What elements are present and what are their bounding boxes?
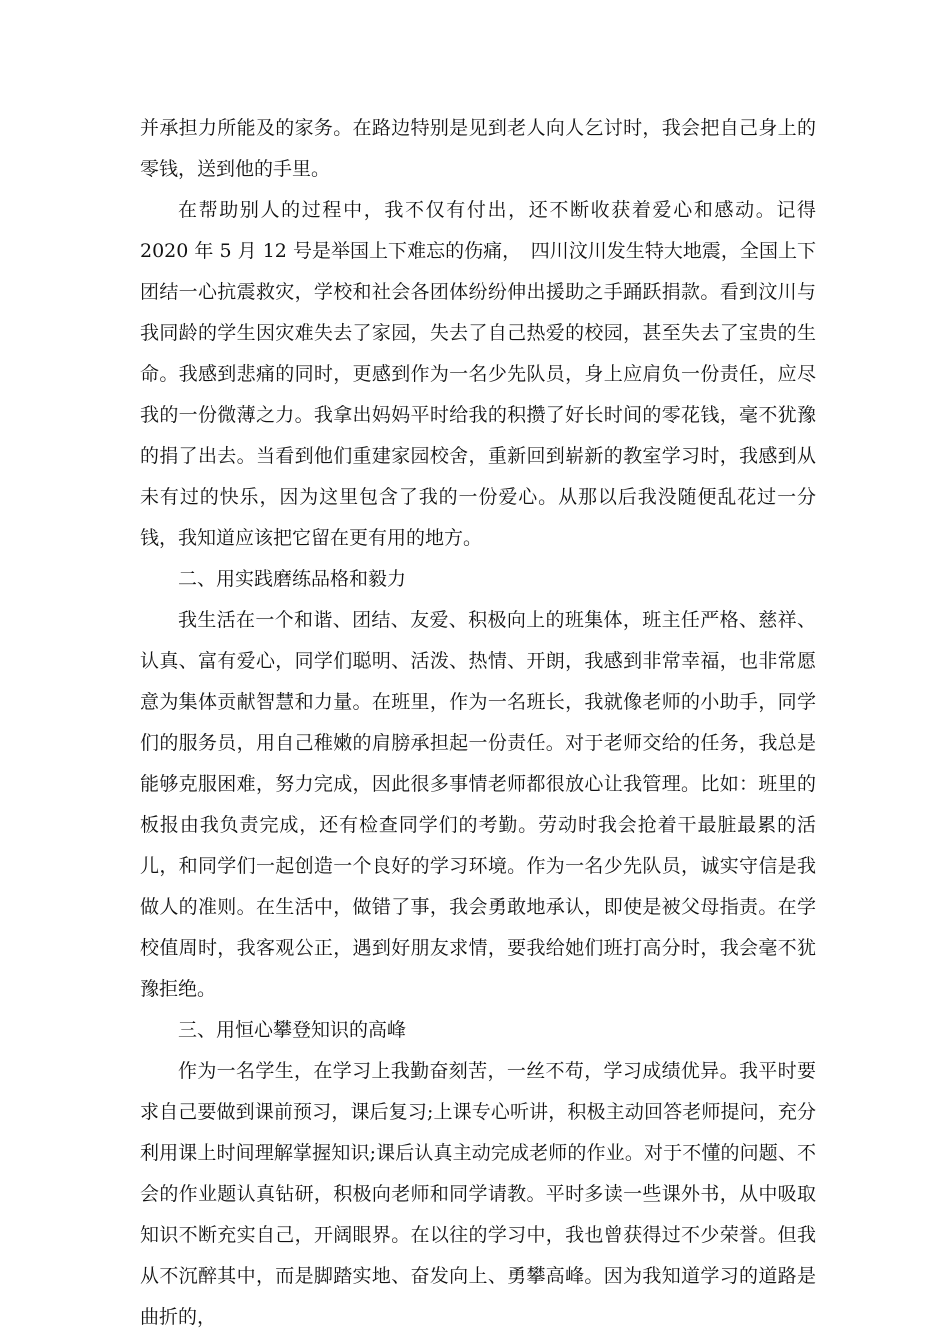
section-heading-knowledge: 三、用恒心攀登知识的高峰 [178,1019,407,1041]
paragraph-continuation: 并承担力所能及的家务。在路边特别是见到老人向人乞讨时，我会把自己身上的零钱，送到他的手里。 [140,117,816,180]
section-heading-practice: 二、用实践磨练品格和毅力 [178,568,407,590]
paragraph-study: 作为一名学生，在学习上我勤奋刻苦，一丝不苟，学习成绩优异。我平时要求自己要做到课前预习，课后复习;上课专心听讲，积极主动回答老师提问，充分利用课上时间理解掌握知识;课后认真主动完成老师的作业。对于不懂的问题、不会的作业题认真钻研，积极向老师和同学请教。平时多读一些课外书，从中吸取知识不断充实自己，开阔眼界。在以往的学习中，我也曾获得过不少荣誉。但我从不沉醉其中，而是脚踏实地、奋发向上、勇攀高峰。因为我知道学习的道路是曲折的， [140,1060,816,1328]
paragraph-helping-others: 在帮助别人的过程中，我不仅有付出，还不断收获着爱心和感动。记得 2020 年 5 月 12 号是举国上下难忘的伤痛， 四川汶川发生特大地震，全国上下团结一心抗震救灾，学校和社会各团体纷纷伸出援助之手踊跃捐款。看到汶川与我同龄的学生因灾难失去了家园，失去了自己热爱的校园，甚至失去了宝贵的生命。我感到悲痛的同时，更感到作为一名少先队员，身上应肩负一份责任，应尽我的一份微薄之力。我拿出妈妈平时给我的积攒了好长时间的零花钱，毫不犹豫的捐了出去。当看到他们重建家园校舍，重新回到崭新的教室学习时，我感到从未有过的快乐，因为这里包含了我的一份爱心。从那以后我没随便乱花过一分钱，我知道应该把它留在更有用的地方。 [140,199,816,549]
document-body [140,108,816,1338]
paragraph-class-collective: 我生活在一个和谐、团结、友爱、积极向上的班集体，班主任严格、慈祥、认真、富有爱心，同学们聪明、活泼、热情、开朗，我感到非常幸福，也非常愿意为集体贡献智慧和力量。在班里，作为一名班长，我就像老师的小助手，同学们的服务员，用自己稚嫩的肩膀承担起一份责任。对于老师交给的任务，我总是能够克服困难，努力完成，因此很多事情老师都很放心让我管理。比如：班里的板报由我负责完成，还有检查同学们的考勤。劳动时我会抢着干最脏最累的活儿，和同学们一起创造一个良好的学习环境。作为一名少先队员，诚实守信是我做人的准则。在生活中，做错了事，我会勇敢地承认，即使是被父母指责。在学校值周时，我客观公正，遇到好朋友求情，要我给她们班打高分时，我会毫不犹豫拒绝。 [140,609,816,1000]
